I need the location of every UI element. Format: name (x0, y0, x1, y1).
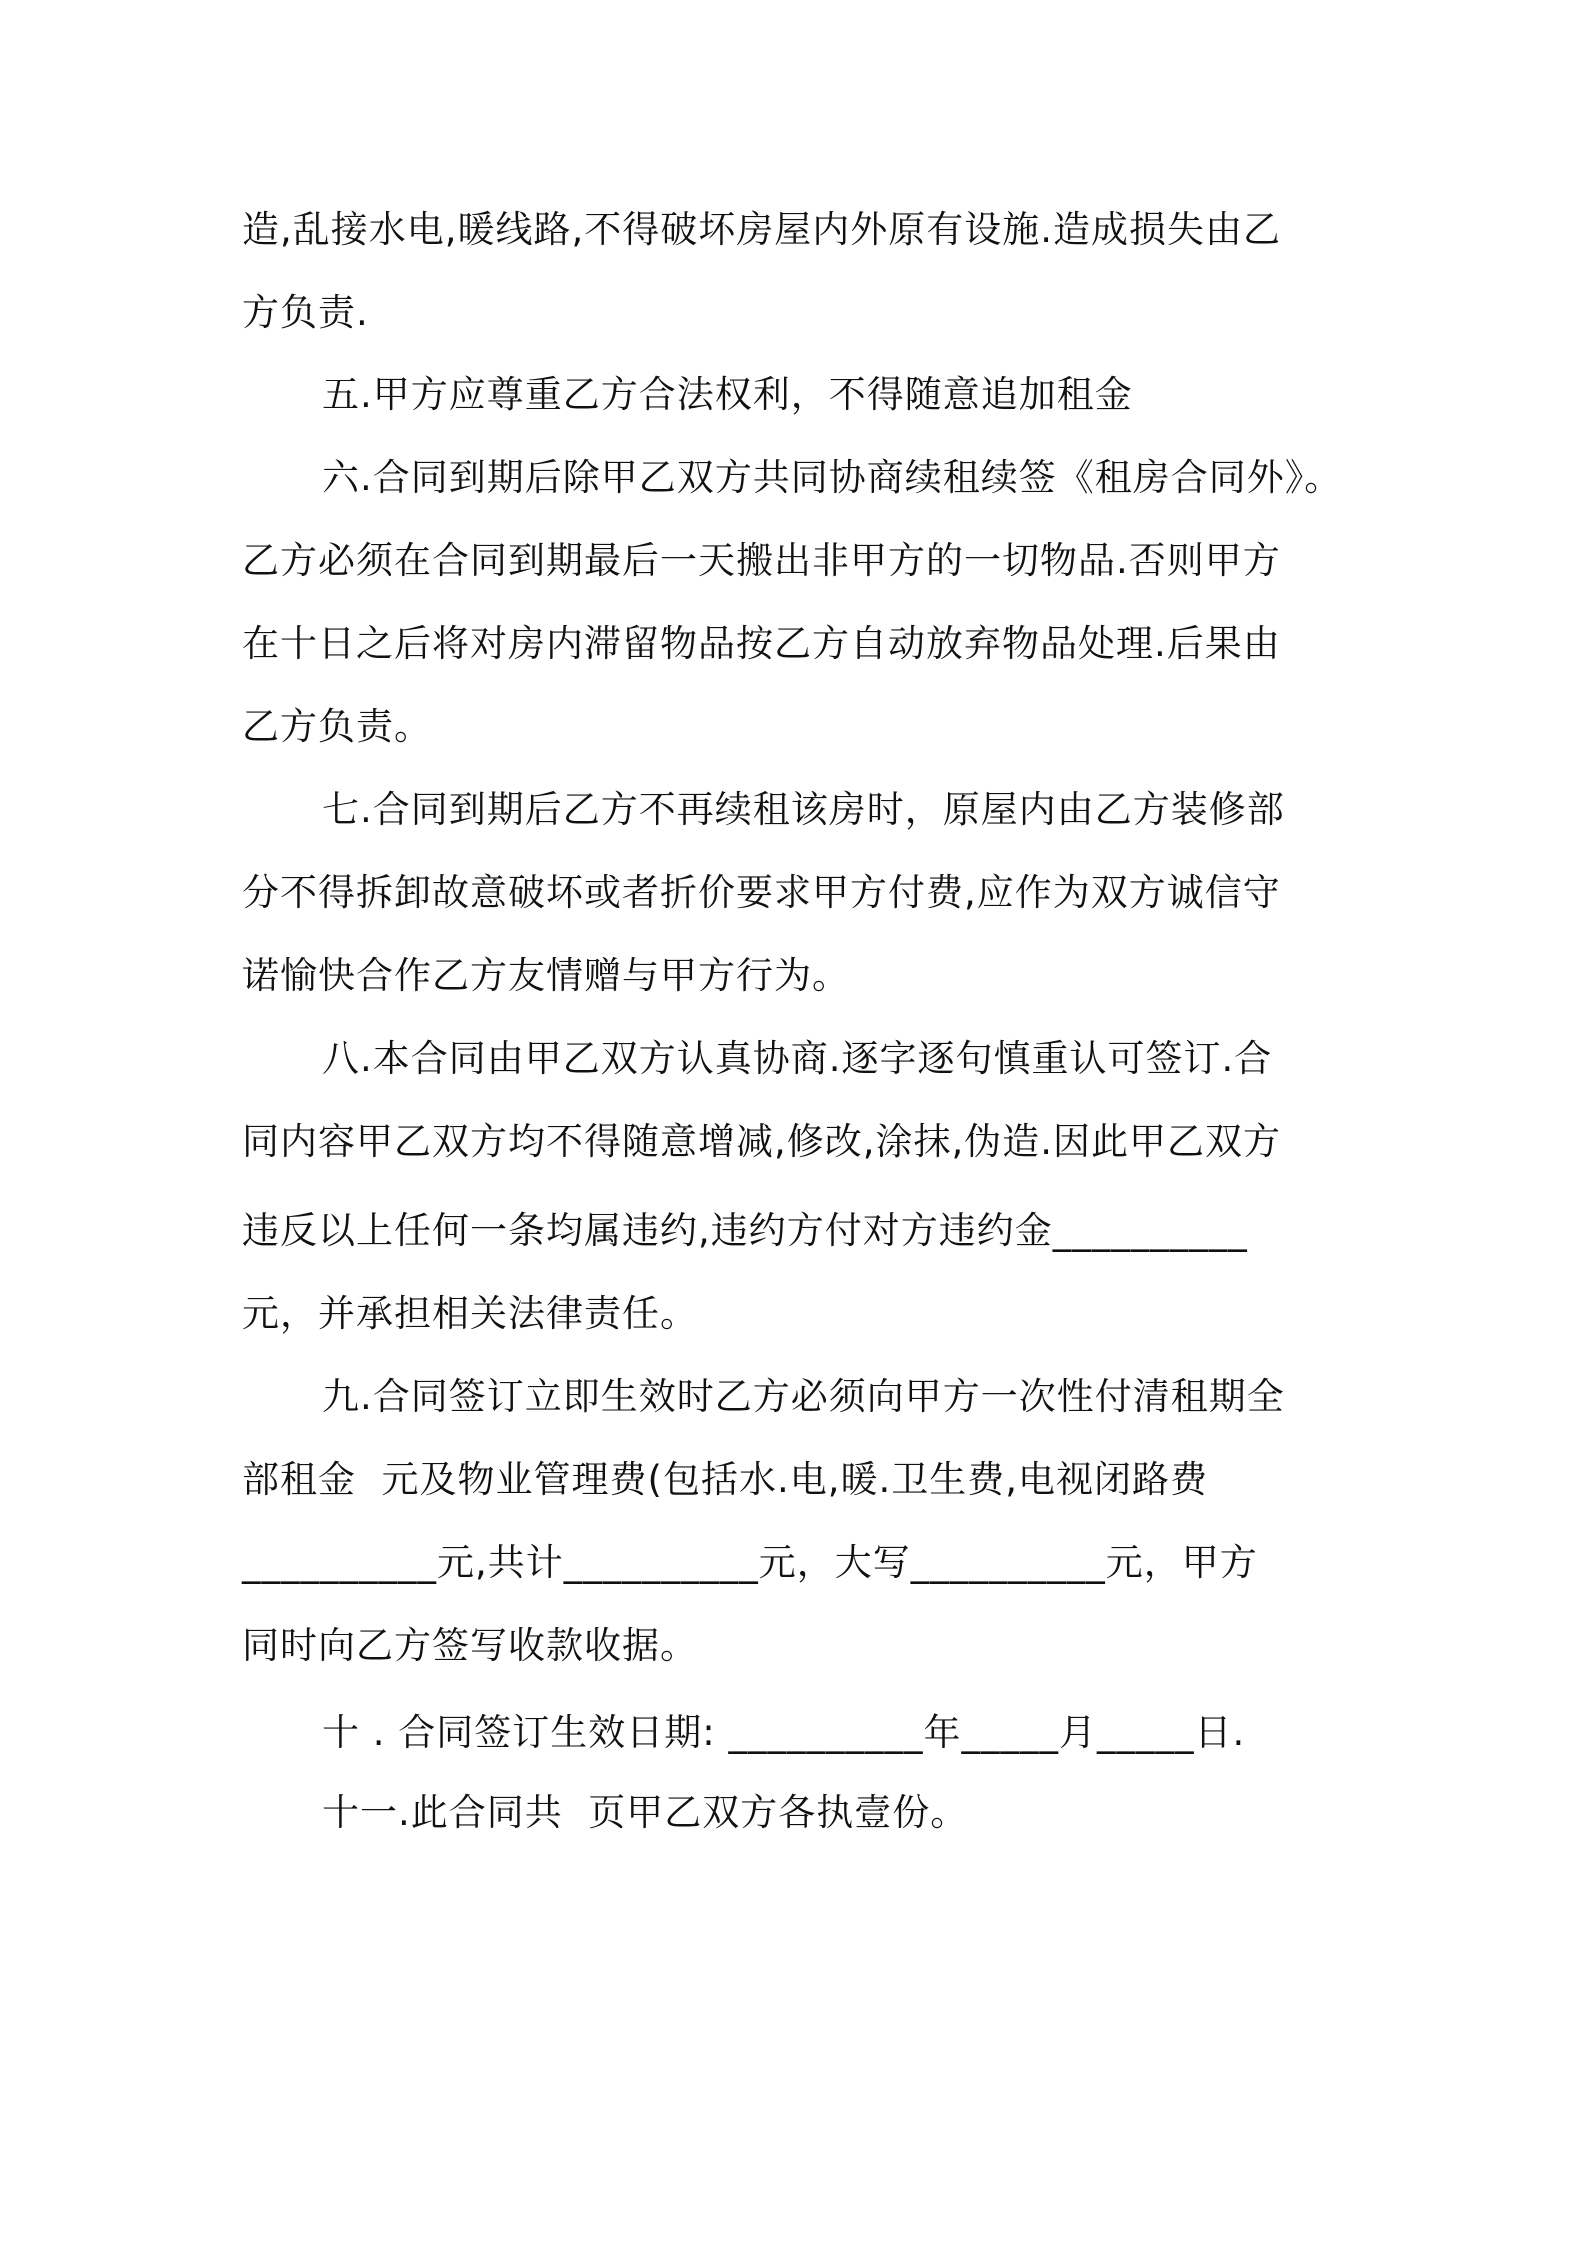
clause-6: 六.合同到期后除甲乙双方共同协商续租续签《租房合同外》。 (322, 456, 1343, 499)
text-line: 分不得拆卸故意破坏或者折价要求甲方付费,应作为双方诚信守 (242, 871, 1281, 914)
clause-5: 五.甲方应尊重乙方合法权利，不得随意追加租金 (322, 373, 1133, 416)
text-line: 元，并承担相关法律责任。 (242, 1292, 698, 1335)
clause-7: 七.合同到期后乙方不再续租该房时，原屋内由乙方装修部 (322, 788, 1285, 831)
text-line: 同内容甲乙双方均不得随意增减,修改,涂抹,伪造.因此甲乙双方 (242, 1120, 1282, 1163)
text-line: 诺愉快合作乙方友情赠与甲方行为。 (242, 954, 850, 997)
text-line: 乙方负责。 (242, 705, 432, 748)
text-line: 造,乱接水电,暖线路,不得破坏房屋内外原有设施.造成损失由乙 (242, 208, 1282, 251)
text-line: 违反以上任何一条均属违约,违约方付对方违约金__________ (242, 1209, 1248, 1252)
clause-9: 九.合同签订立即生效时乙方必须向甲方一次性付清租期全 (322, 1375, 1285, 1418)
clause-8: 八.本合同由甲乙双方认真协商.逐字逐句慎重认可签订.合 (322, 1037, 1273, 1080)
text-line: 在十日之后将对房内滞留物品按乙方自动放弃物品处理.后果由 (242, 622, 1281, 665)
text-line: 部租金 元及物业管理费(包括水.电,暖.卫生费,电视闭路费 (242, 1458, 1209, 1501)
clause-10: 十 . 合同签订生效日期: __________年_____月_____日. (322, 1711, 1246, 1754)
text-line: 乙方必须在合同到期最后一天搬出非甲方的一切物品.否则甲方 (242, 539, 1281, 582)
text-line: 同时向乙方签写收款收据。 (242, 1624, 698, 1667)
text-line: __________元,共计__________元，大写__________元，甲方 (242, 1541, 1258, 1584)
text-line: 方负责. (242, 291, 369, 334)
clause-11: 十一.此合同共 页甲乙双方各执壹份。 (322, 1791, 969, 1834)
